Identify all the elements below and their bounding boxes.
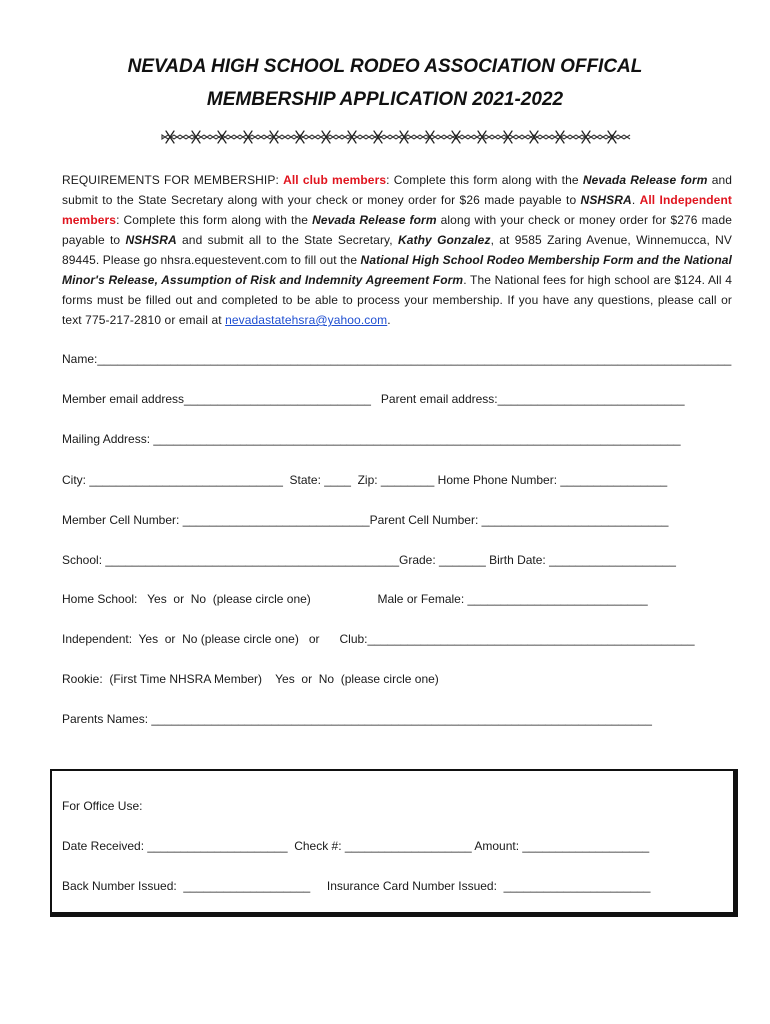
- name-field[interactable]: Name:_______________________________________________________________________________________________: [62, 352, 732, 366]
- national-forms-ref: National High School Rodeo Membership Form and the National Minor's Release, Assumption of Risk and Indemnity Agreement Form: [62, 253, 732, 287]
- page-subtitle: MEMBERSHIP APPLICATION 2021-2022: [206, 89, 564, 110]
- school-grade-birthdate-fields[interactable]: School: ____________________________________________Grade: _______ Birth Date: ___________________: [62, 553, 676, 567]
- cell-number-fields[interactable]: Member Cell Number: ____________________________Parent Cell Number: ____________________________: [62, 513, 669, 527]
- parents-names-field[interactable]: Parents Names: ___________________________________________________________________________: [62, 712, 652, 726]
- contact-email-link[interactable]: nevadastatehsra@yahoo.com: [225, 313, 388, 327]
- nevada-release-form-ref: Nevada Release form: [582, 173, 708, 187]
- barbed-wire-divider-icon: [160, 129, 634, 145]
- independent-members-highlight: All Independent members: [62, 193, 732, 227]
- req-text: along with your check or money order for $276 made payable to: [62, 213, 733, 247]
- requirements-label: REQUIREMENTS FOR MEMBERSHIP:: [62, 173, 284, 187]
- independent-club-fields[interactable]: Independent: Yes or No (please circle one) or Club:_________________________________________________: [62, 632, 695, 646]
- requirements-paragraph: [62, 170, 732, 330]
- email-fields[interactable]: Member email address____________________________ Parent email address:____________________________: [62, 392, 685, 406]
- office-use-box: [50, 769, 738, 917]
- req-text: .: [631, 193, 640, 207]
- req-text: , at 9585 Zaring Avenue, Winnemucca, NV 89445. Please go nhsra.equestevent.com to fill out the: [62, 233, 733, 267]
- payee-ref: NSHSRA: [125, 233, 177, 247]
- club-members-highlight: All club members: [283, 173, 387, 187]
- nevada-release-form-ref: Nevada Release form: [312, 213, 437, 227]
- office-date-check-amount-fields[interactable]: Date Received: _____________________ Check #: ___________________ Amount: ___________________: [62, 839, 650, 853]
- req-text: .: [387, 313, 391, 327]
- rookie-field[interactable]: Rookie: (First Time NHSRA Member) Yes or No (please circle one): [62, 672, 439, 686]
- office-back-number-insurance-fields[interactable]: Back Number Issued: ___________________ Insurance Card Number Issued: ______________________: [62, 879, 651, 893]
- req-text: : Complete this form along with the: [116, 213, 313, 227]
- home-school-gender-fields[interactable]: Home School: Yes or No (please circle one) Male or Female: ___________________________: [62, 592, 648, 606]
- secretary-name: Kathy Gonzalez: [397, 233, 491, 247]
- req-text: and submit all to the State Secretary,: [176, 233, 398, 247]
- office-use-heading: For Office Use:: [62, 799, 143, 813]
- req-text: and submit to the State Secretary along with your check or money order for $26 made payable to: [62, 173, 733, 207]
- mailing-address-field[interactable]: Mailing Address: _______________________________________________________________________________: [62, 432, 681, 446]
- req-text: : Complete this form along with the: [386, 173, 583, 187]
- page-title: NEVADA HIGH SCHOOL RODEO ASSOCIATION OFFICAL: [127, 56, 643, 77]
- payee-ref: NSHSRA: [580, 193, 632, 207]
- req-text: . The National fees for high school are $124. All 4 forms must be filled out and completed to be able to process your membership. If you have any questions, please call or text 775-217-2810 or email at: [62, 273, 732, 327]
- city-state-zip-phone-fields[interactable]: City: _____________________________ State: ____ Zip: ________ Home Phone Number: ________________: [62, 473, 668, 487]
